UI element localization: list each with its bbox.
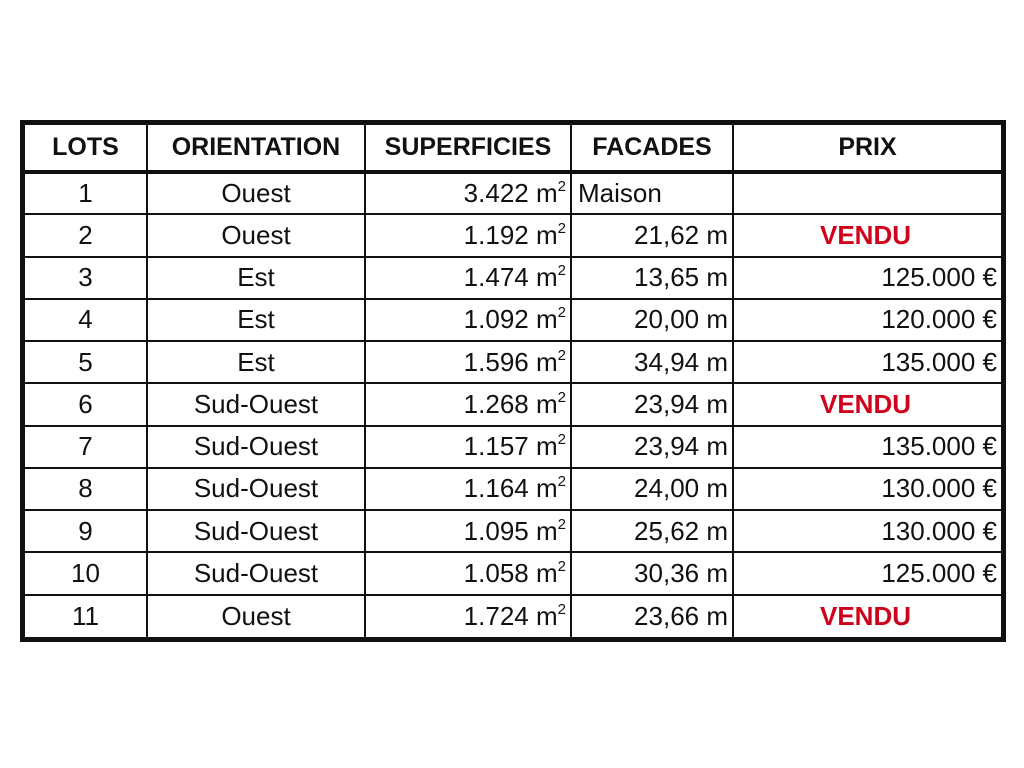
- superficie-cell: [365, 468, 571, 510]
- area-unit-exponent: 2: [557, 558, 566, 576]
- area-unit-exponent: 2: [557, 262, 566, 280]
- orientation-cell: Ouest: [147, 172, 365, 214]
- area-unit-exponent: 2: [557, 219, 566, 237]
- area-unit: m: [535, 388, 558, 419]
- superficie-cell: [365, 257, 571, 299]
- superficie-value: 1.092: [463, 304, 529, 335]
- facade-cell: 34,94 m: [571, 341, 733, 383]
- price-cell: [733, 257, 1001, 299]
- superficie-cell: [365, 172, 571, 214]
- table-row: [25, 595, 1001, 637]
- orientation-cell: Sud-Ouest: [147, 383, 365, 425]
- area-unit: m: [535, 600, 558, 631]
- area-unit: m: [535, 473, 558, 504]
- orientation-cell: Ouest: [147, 595, 365, 637]
- facade-cell: Maison: [571, 172, 733, 214]
- sold-status-label: VENDU: [820, 600, 912, 631]
- lot-number-cell: 11: [25, 595, 147, 637]
- table-row: [25, 214, 1001, 256]
- area-unit: m: [535, 515, 558, 546]
- area-unit-exponent: 2: [557, 600, 566, 618]
- lot-number-cell: 4: [25, 299, 147, 341]
- lot-number-cell: 9: [25, 510, 147, 552]
- header-facades: FACADES: [571, 125, 733, 172]
- area-unit-exponent: 2: [557, 473, 566, 491]
- lot-number-cell: 3: [25, 257, 147, 299]
- superficie-value: 1.596: [463, 346, 529, 377]
- lot-number-cell: 7: [25, 426, 147, 468]
- lot-number-cell: 5: [25, 341, 147, 383]
- table-body: [25, 172, 1001, 637]
- price-cell: [733, 595, 1001, 637]
- table-row: [25, 341, 1001, 383]
- facade-cell: 13,65 m: [571, 257, 733, 299]
- area-unit: m: [535, 178, 558, 209]
- header-superficies: SUPERFICIES: [365, 125, 571, 172]
- table-row: [25, 383, 1001, 425]
- price-value: 120.000 €: [881, 304, 997, 335]
- price-value: 135.000 €: [881, 346, 997, 377]
- superficie-cell: [365, 383, 571, 425]
- area-unit-exponent: 2: [557, 178, 566, 196]
- superficie-value: 3.422: [463, 178, 529, 209]
- superficie-cell: [365, 552, 571, 594]
- orientation-cell: Sud-Ouest: [147, 468, 365, 510]
- superficie-cell: [365, 299, 571, 341]
- header-orientation: ORIENTATION: [147, 125, 365, 172]
- sold-status-label: VENDU: [820, 388, 912, 419]
- price-cell: [733, 383, 1001, 425]
- orientation-cell: Est: [147, 299, 365, 341]
- header-prix: PRIX: [733, 125, 1001, 172]
- superficie-cell: [365, 595, 571, 637]
- superficie-value: 1.474: [463, 262, 529, 293]
- superficie-value: 1.164: [463, 473, 529, 504]
- price-value: 125.000 €: [881, 262, 997, 293]
- orientation-cell: Est: [147, 257, 365, 299]
- lot-number-cell: 6: [25, 383, 147, 425]
- superficie-value: 1.192: [463, 219, 529, 250]
- price-value: 130.000 €: [881, 515, 997, 546]
- header-lots: LOTS: [25, 125, 147, 172]
- price-cell: [733, 510, 1001, 552]
- superficie-value: 1.268: [463, 388, 529, 419]
- table-row: [25, 426, 1001, 468]
- facade-cell: 30,36 m: [571, 552, 733, 594]
- superficie-cell: [365, 214, 571, 256]
- price-cell: [733, 214, 1001, 256]
- area-unit-exponent: 2: [557, 515, 566, 533]
- price-cell: [733, 299, 1001, 341]
- table-row: [25, 257, 1001, 299]
- lot-number-cell: 1: [25, 172, 147, 214]
- orientation-cell: Sud-Ouest: [147, 510, 365, 552]
- table-row: [25, 552, 1001, 594]
- superficie-cell: [365, 426, 571, 468]
- area-unit: m: [535, 346, 558, 377]
- superficie-cell: [365, 341, 571, 383]
- table-row: [25, 468, 1001, 510]
- price-cell: [733, 552, 1001, 594]
- table-row: [25, 510, 1001, 552]
- lot-number-cell: 10: [25, 552, 147, 594]
- area-unit-exponent: 2: [557, 304, 566, 322]
- price-value: 130.000 €: [881, 473, 997, 504]
- area-unit: m: [535, 304, 558, 335]
- facade-cell: 23,94 m: [571, 383, 733, 425]
- superficie-cell: [365, 510, 571, 552]
- lots-table: [25, 125, 1001, 637]
- price-cell: [733, 468, 1001, 510]
- lots-price-table: [20, 120, 1006, 642]
- table-row: [25, 172, 1001, 214]
- facade-cell: 20,00 m: [571, 299, 733, 341]
- facade-cell: 23,66 m: [571, 595, 733, 637]
- area-unit-exponent: 2: [557, 431, 566, 449]
- area-unit: m: [535, 262, 558, 293]
- price-cell: [733, 426, 1001, 468]
- lot-number-cell: 8: [25, 468, 147, 510]
- area-unit: m: [535, 219, 558, 250]
- area-unit: m: [535, 431, 558, 462]
- area-unit-exponent: 2: [557, 346, 566, 364]
- price-value: 125.000 €: [881, 558, 997, 589]
- superficie-value: 1.095: [463, 515, 529, 546]
- price-value: 135.000 €: [881, 431, 997, 462]
- table-row: [25, 299, 1001, 341]
- lot-number-cell: 2: [25, 214, 147, 256]
- price-cell: [733, 172, 1001, 214]
- superficie-value: 1.157: [463, 431, 529, 462]
- area-unit-exponent: 2: [557, 388, 566, 406]
- orientation-cell: Sud-Ouest: [147, 426, 365, 468]
- facade-cell: 24,00 m: [571, 468, 733, 510]
- orientation-cell: Ouest: [147, 214, 365, 256]
- superficie-value: 1.058: [463, 558, 529, 589]
- sold-status-label: VENDU: [820, 219, 912, 250]
- facade-cell: 25,62 m: [571, 510, 733, 552]
- area-unit: m: [535, 558, 558, 589]
- facade-cell: 21,62 m: [571, 214, 733, 256]
- facade-cell: 23,94 m: [571, 426, 733, 468]
- table-header-row: [25, 125, 1001, 172]
- superficie-value: 1.724: [463, 600, 529, 631]
- orientation-cell: Est: [147, 341, 365, 383]
- orientation-cell: Sud-Ouest: [147, 552, 365, 594]
- price-cell: [733, 341, 1001, 383]
